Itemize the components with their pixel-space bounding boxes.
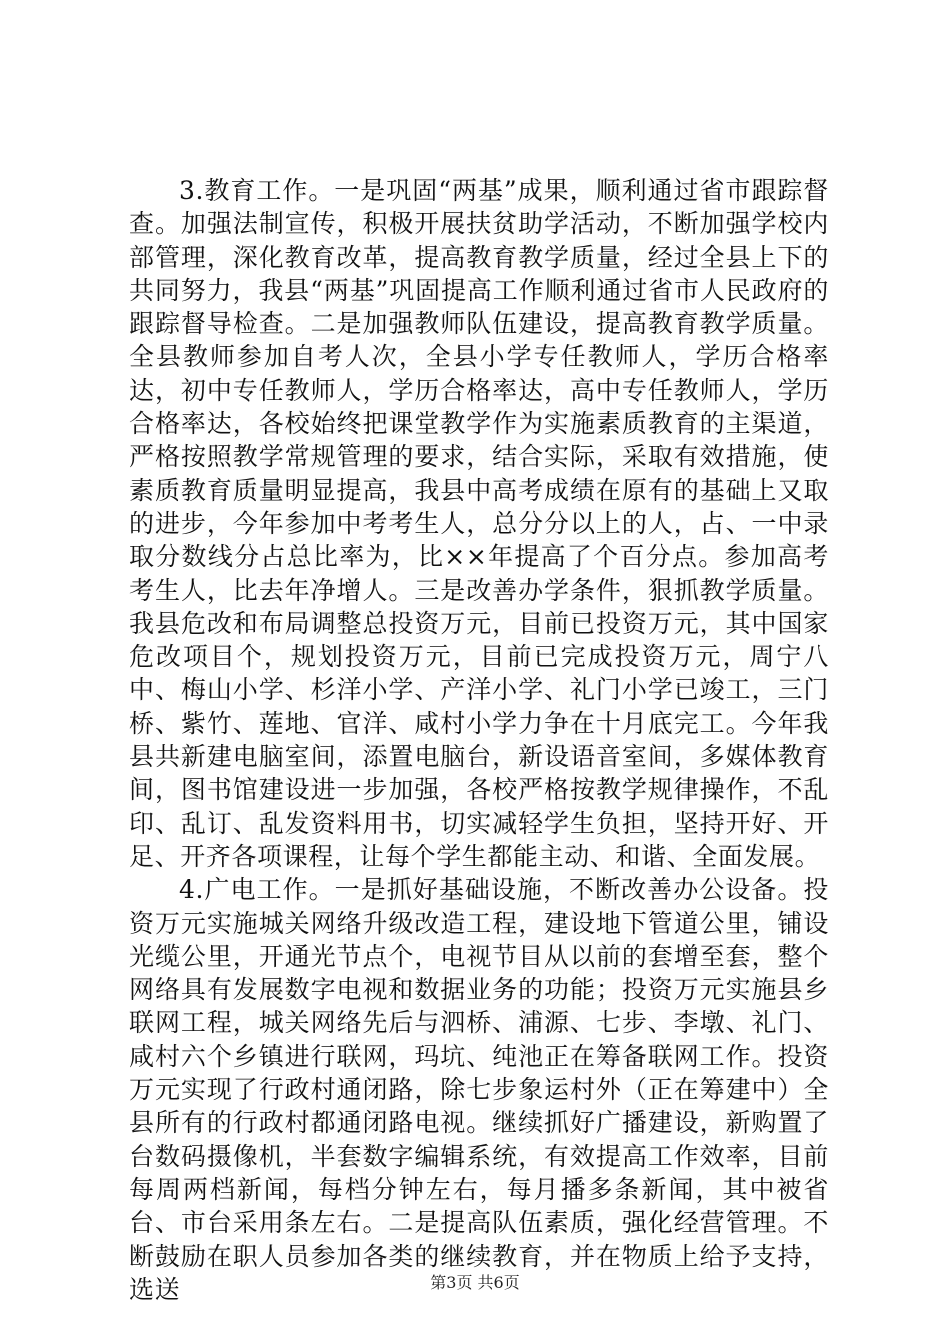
paragraph-broadcasting: 4.广电工作。一是抓好基础设施，不断改善办公设备。投资万元实施城关网络升级改造工程，建设地下管道公里，铺设光缆公里，开通光节点个，电视节目从以前的套增至套，整个网络具有发展数字电视和数据业务的功能；投资万元实施县乡联网工程，城关网络先后与泗桥、浦源、七步、李墩、礼门、咸村六个乡镇进行联网，玛坑、纯池正在筹备联网工作。投资万元实现了行政村通闭路，除七步象运村外（正在筹建中）全县所有的行政村都通闭路电视。继续抓好广播建设，新购置了台数码摄像机，半套数字编辑系统，有效提高工作效率，目前每周两档新闻，每档分钟左右，每月播多条新闻，其中被省台、市台采用条左右。二是提高队伍素质，强化经营管理。不断鼓励在职人员参加各类的继续教育，并在物质上给予支持，选送	[129, 875, 829, 1304]
page-number-footer: 第3页 共6页	[430, 1273, 520, 1292]
document-body	[129, 174, 829, 1306]
paragraph-education: 3.教育工作。一是巩固“两基”成果，顺利通过省市跟踪督查。加强法制宣传，积极开展扶贫助学活动，不断加强学校内部管理，深化教育改革，提高教育教学质量，经过全县上下的共同努力，我县“两基”巩固提高工作顺利通过省市人民政府的跟踪督导检查。二是加强教师队伍建设，提高教育教学质量。全县教师参加自考人次，全县小学专任教师人，学历合格率达，初中专任教师人，学历合格率达，高中专任教师人，学历合格率达，各校始终把课堂教学作为实施素质教育的主渠道，严格按照教学常规管理的要求，结合实际，采取有效措施，使素质教育质量明显提高，我县中高考成绩在原有的基础上又取的进步，今年参加中考考生人，总分分以上的人，占、一中录取分数线分占总比率为，比××年提高了个百分点。参加高考考生人，比去年净增人。三是改善办学条件，狠抓教学质量。我县危改和布局调整总投资万元，目前已投资万元，其中国家危改项目个，规划投资万元，目前已完成投资万元，周宁八中、梅山小学、杉洋小学、产洋小学、礼门小学已竣工，三门桥、紫竹、莲地、官洋、咸村小学力争在十月底完工。今年我县共新建电脑室间，添置电脑台，新设语音室间，多媒体教育间，图书馆建设进一步加强，各校严格按教学规律操作，不乱印、乱订、乱发资料用书，切实减轻学生负担，坚持开好、开足、开齐各项课程，让每个学生都能主动、和谐、全面发展。	[129, 176, 829, 871]
